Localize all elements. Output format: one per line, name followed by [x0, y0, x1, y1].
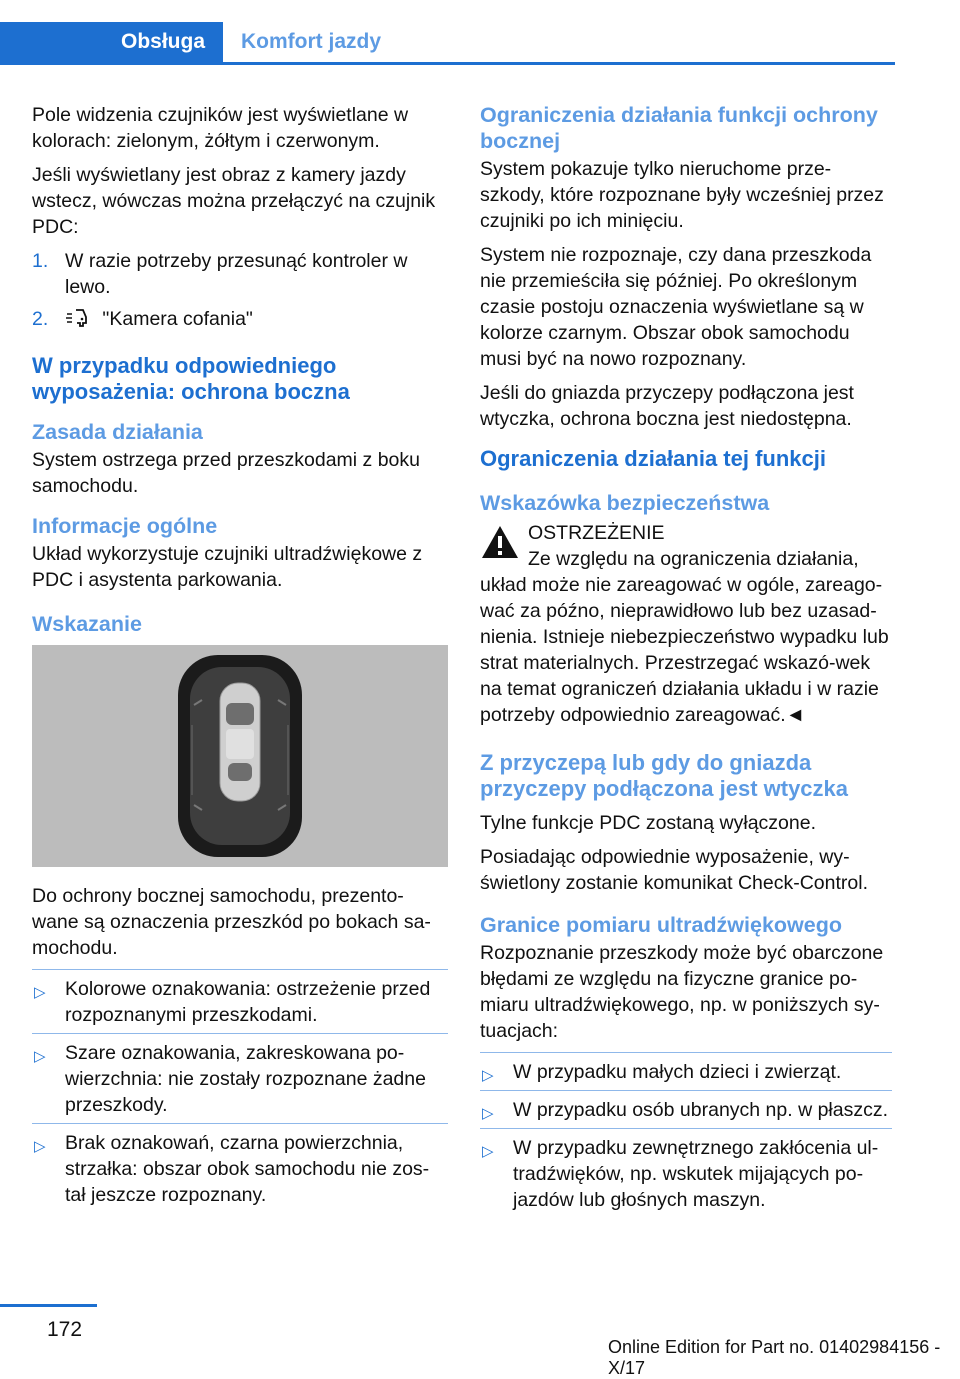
- steps-list: [32, 248, 448, 335]
- list-item: [32, 970, 448, 1034]
- triangle-bullet-icon: ▷: [482, 1067, 494, 1084]
- step-text: "Kamera cofania": [102, 308, 253, 330]
- paragraph-principle: System ostrzega przed przeszkodami z boku samochodu.: [32, 449, 421, 497]
- list-item-text: Brak oznakowań, czarna powierzchnia, strzałka: obszar obok samochodu nie zos-tał jeszcze rozpoznany.: [65, 1132, 430, 1206]
- triangle-bullet-icon: ▷: [34, 1138, 46, 1155]
- paragraph-general-info: Układ wykorzystuje czujniki ultradźwiękowe z PDC i asystenta parkowania.: [32, 543, 423, 591]
- ultrasonic-bullets: [480, 1052, 892, 1218]
- paragraph-rear-pdc-off: Tylne funkcje PDC zostaną wyłączone.: [480, 812, 816, 834]
- heading-function-limits: Ograniczenia działania tej funkcji: [480, 446, 826, 471]
- triangle-bullet-icon: ▷: [482, 1105, 494, 1122]
- paragraph-check-control: Posiadając odpowiednie wyposażenie, wy-świetlony zostanie komunikat Check-Control.: [480, 846, 869, 894]
- heading-safety-note: Wskazówka bezpieczeństwa: [480, 491, 770, 515]
- list-item: [32, 1034, 448, 1124]
- heading-ultrasonic-limits: Granice pomiaru ultradźwiękowego: [480, 913, 842, 937]
- list-item-text: W przypadku zewnętrznego zakłócenia ul-tradźwięków, np. wskutek mijających po-jazdów lub głośnych maszyn.: [513, 1137, 879, 1211]
- paragraph-sensor-colors: Pole widzenia czujników jest wyświetlane w kolorach: zielonym, żółtym i czerwonym.: [32, 104, 409, 152]
- list-item-text: Kolorowe oznakowania: ostrzeżenie przed rozpoznanymi przeszkodami.: [65, 978, 431, 1026]
- list-item: [480, 1053, 892, 1091]
- pdc-icon: [65, 308, 89, 335]
- heading-side-limits: Ograniczenia działania funkcji ochrony bocznej: [480, 103, 878, 153]
- left-column: [32, 102, 448, 1213]
- step-number: 1.: [32, 250, 49, 272]
- warning-title: OSTRZEŻENIE: [528, 522, 665, 544]
- list-item-text: W przypadku osób ubranych np. w płaszcz.: [513, 1099, 889, 1121]
- warning-triangle-icon: [480, 524, 520, 565]
- step-text: W razie potrzeby przesunąć kontroler w lewo.: [65, 250, 408, 298]
- list-item: [480, 1091, 892, 1129]
- paragraph-display: Do ochrony bocznej samochodu, prezento-wane są oznaczenia przeszkód po bokach sa-mochodu.: [32, 885, 431, 959]
- list-item-text: W przypadku małych dzieci i zwierząt.: [513, 1061, 842, 1083]
- right-column: [480, 102, 892, 1218]
- paragraph-camera-switch: Jeśli wyświetlany jest obraz z kamery jazdy wstecz, wówczas można przełączyć na czujnik PDC:: [32, 164, 436, 238]
- edition-note: Online Edition for Part no. 01402984156 - X/17: [608, 1337, 941, 1378]
- display-bullets: [32, 969, 448, 1213]
- heading-trailer: Z przyczepą lub gdy do gniazda przyczepy podłączona jest wtyczka: [480, 750, 849, 801]
- triangle-bullet-icon: ▷: [34, 984, 46, 1001]
- step-item: [32, 306, 448, 335]
- footer-rule: [0, 1304, 97, 1307]
- car-top-view-illustration: [32, 645, 448, 867]
- tab-obsluga[interactable]: Obsługa: [0, 22, 223, 62]
- triangle-bullet-icon: ▷: [34, 1048, 46, 1065]
- list-item: [480, 1129, 892, 1218]
- list-item: [32, 1124, 448, 1213]
- heading-principle: Zasada działania: [32, 420, 203, 444]
- step-item: [32, 248, 448, 300]
- heading-side-protection: W przypadku odpowiedniego wyposażenia: ochrona boczna: [32, 353, 350, 404]
- heading-display: Wskazanie: [32, 612, 142, 636]
- tab-komfort-jazdy[interactable]: Komfort jazdy: [241, 30, 382, 53]
- chapter-tabs: [0, 22, 895, 65]
- page-number: 172: [47, 1318, 83, 1341]
- heading-general-info: Informacje ogólne: [32, 514, 218, 538]
- side-protection-figure: [32, 645, 448, 867]
- paragraph-trailer-plug: Jeśli do gniazda przyczepy podłączona jest wtyczka, ochrona boczna jest niedostępna.: [480, 382, 854, 430]
- triangle-bullet-icon: ▷: [482, 1143, 494, 1160]
- warning-first-line: Ze względu na ograniczenia działania,: [528, 548, 859, 570]
- step-number: 2.: [32, 308, 49, 330]
- list-item-text: Szare oznakowania, zakreskowana po-wierzchnia: nie zostały rozpoznane żadne przeszkody.: [65, 1042, 426, 1116]
- warning-block: [480, 520, 892, 572]
- paragraph-ultrasonic: Rozpoznanie przeszkody może być obarczone błędami ze względu na fizyczne granice po-miaru ultradźwiękowego, np. w poniższych sy-tuacjach:: [480, 942, 884, 1042]
- warning-text: układ może nie zareagować w ogóle, zareago-wać za późno, nieprawidłowo lub bez uzasad-nienia. Istnieje niebezpieczeństwo wypadku lub strat materialnych. Przestrzegać wskazó-wek na temat ograniczeń działania układu i w razie potrzeby odpowiednio zareagować.◄: [480, 574, 889, 726]
- paragraph-recognition: System nie rozpoznaje, czy dana przeszkoda nie przemieściła się później. Po określonym czasie postoju oznaczenia wyświetlane są w kolorze czarnym. Obszar obok samochodu musi być na nowo rozpoznany.: [480, 244, 872, 370]
- paragraph-static-obstacles: System pokazuje tylko nieruchome prze-szkody, które rozpoznane były wcześniej przez czujniki po ich minięciu.: [480, 158, 884, 232]
